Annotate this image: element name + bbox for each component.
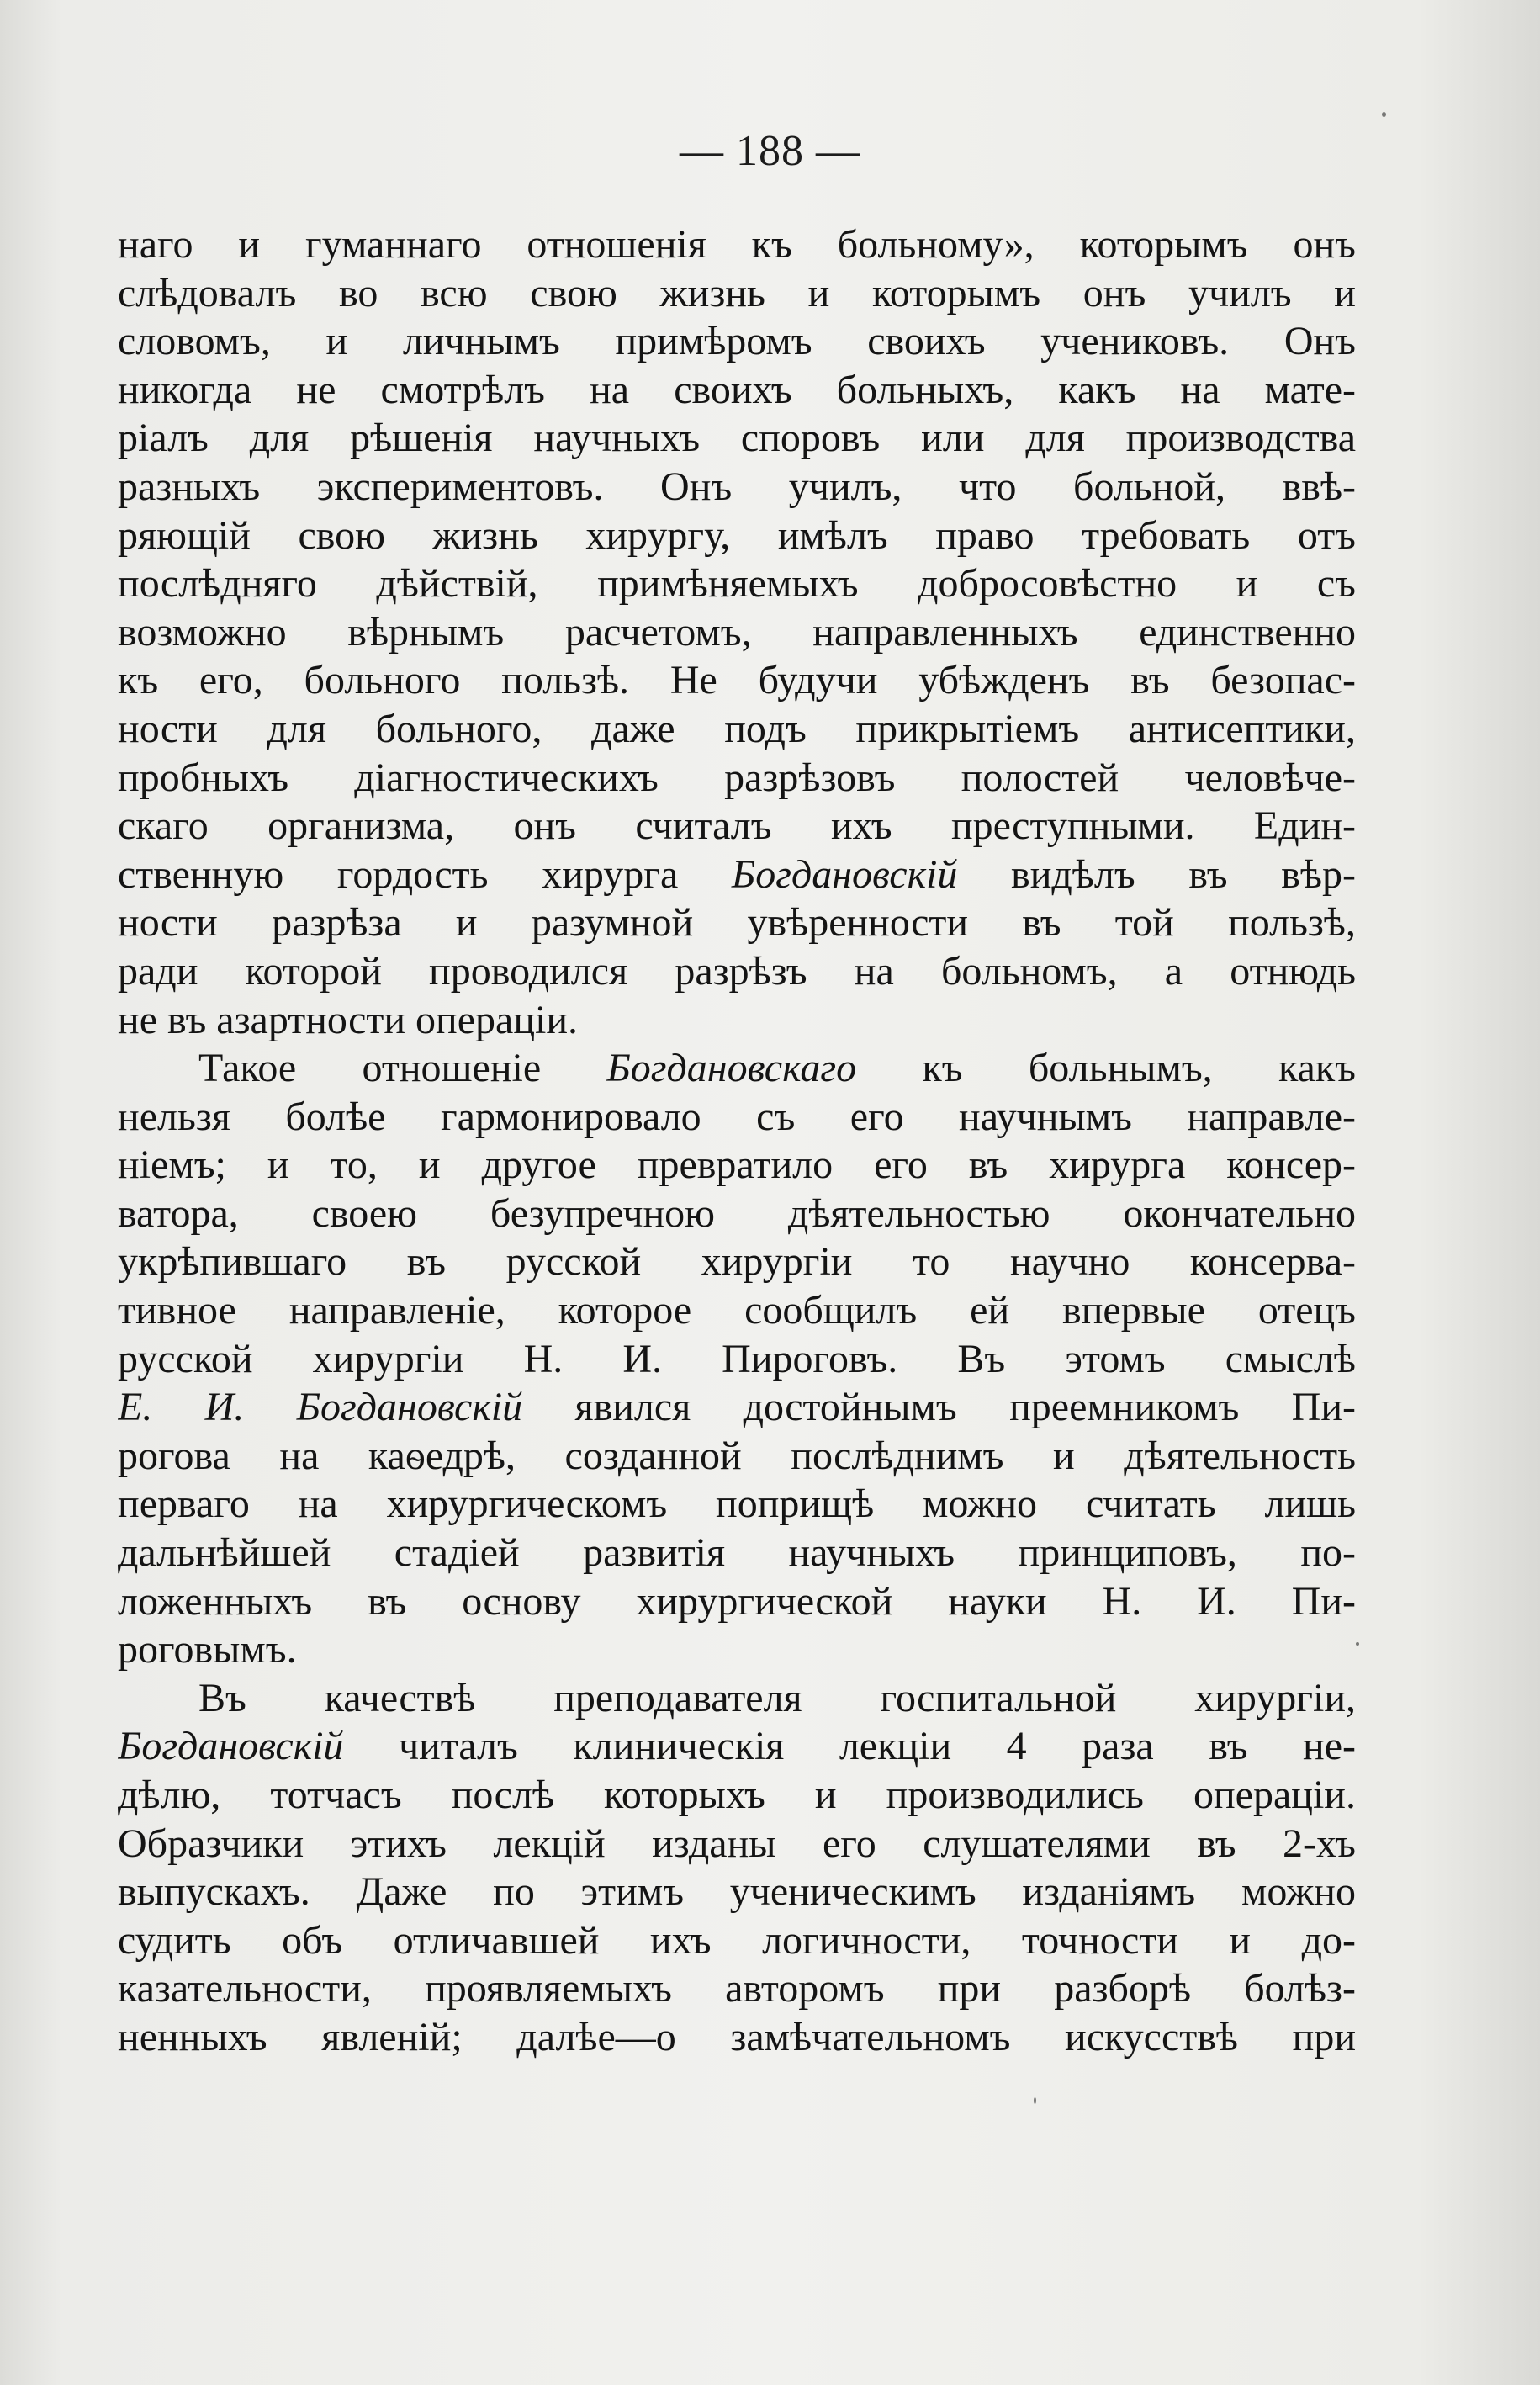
text-segment: Въ качествѣ преподавателя госпитальной хирургіи, [198,1675,1356,1720]
text-line [118,1964,1356,2013]
text-line [118,1286,1356,1335]
text-line [118,463,1356,511]
text-line [118,1093,1356,1142]
text-line [118,1577,1356,1626]
text-line [118,220,1356,269]
text-line [118,317,1356,366]
text-segment: разныхъ экспериментовъ. Онъ училъ, что больной, ввѣ- [118,464,1356,509]
text-line [118,608,1356,657]
text-line [118,705,1356,754]
text-segment: перваго на хирургическомъ поприщѣ можно считать лишь [118,1481,1356,1527]
text-line [118,898,1356,947]
text-segment: словомъ, и личнымъ примѣромъ своихъ учениковъ. Онъ [118,319,1356,364]
text-segment: ніемъ; и то, и другое превратило его въ хирурга консер- [118,1142,1356,1188]
text-line [118,1771,1356,1820]
text-segment: читалъ клиническія лекціи 4 раза въ не- [343,1724,1356,1769]
text-segment: Такое отношеніе [198,1046,607,1091]
text-segment: ненныхъ явленій; далѣе—о замѣчательномъ искусствѣ при [118,2014,1356,2059]
text-line [118,996,1356,1045]
text-segment: ственную гордость хирурга [118,851,732,897]
text-line [118,1383,1356,1432]
text-line [118,802,1356,851]
body-text [118,220,1356,2062]
text-line [118,1141,1356,1190]
italic-name: Е. И. Богдановскій [118,1385,523,1430]
text-segment: не въ азартности операціи. [118,997,579,1042]
text-segment: видѣлъ въ вѣр- [957,851,1356,897]
text-segment: къ его, больного пользѣ. Не будучи убѣжденъ въ безопас- [118,658,1356,703]
text-segment: ради которой проводился разрѣзъ на больномъ, а отнюдь [118,948,1356,994]
text-line [118,1868,1356,1916]
text-segment: пробныхъ діагностическихъ разрѣзовъ полостей человѣче- [118,755,1356,800]
text-segment: ложенныхъ въ основу хирургической науки Н. И. Пи- [118,1578,1356,1624]
text-line [118,851,1356,899]
text-segment: слѣдовалъ во всю свою жизнь и которымъ онъ училъ и [118,270,1356,315]
text-segment: ряющій свою жизнь хирургу, имѣлъ право требовать отъ [118,512,1356,558]
text-line [118,754,1356,803]
text-line [118,414,1356,463]
text-line [118,1335,1356,1384]
text-line [118,511,1356,560]
text-segment: рогова на каѳедрѣ, созданной послѣднимъ и дѣятельность [118,1433,1356,1478]
text-line [118,1432,1356,1481]
paper-speck [1356,1642,1359,1646]
text-line [118,1044,1356,1093]
page-number: — 188 — [680,127,860,175]
text-line [118,2013,1356,2062]
italic-name: Богдановскій [118,1724,344,1769]
text-segment: ватора, своею безупречною дѣятельностью окончательно [118,1190,1356,1236]
text-line [118,656,1356,705]
text-segment: дальнѣйшей стадіей развитія научныхъ принциповъ, по- [118,1530,1356,1576]
text-line [118,1190,1356,1238]
text-segment: судить объ отличавшей ихъ логичности, точности и до- [118,1917,1356,1963]
text-segment: послѣдняго дѣйствій, примѣняемыхъ добросовѣстно и съ [118,561,1356,607]
text-segment: укрѣпившаго въ русской хирургіи то научно консерва- [118,1239,1356,1285]
text-line [118,1820,1356,1868]
paper-speck [1382,112,1386,117]
text-segment: Образчики этихъ лекцій изданы его слушателями въ 2-хъ [118,1821,1356,1866]
text-line [118,947,1356,996]
text-line [118,1480,1356,1529]
text-segment: ріалъ для рѣшенія научныхъ споровъ или для производства [118,416,1356,461]
text-segment: дѣлю, тотчасъ послѣ которыхъ и производились операціи. [118,1773,1356,1817]
text-line [118,1916,1356,1965]
text-segment: тивное направленіе, которое сообщилъ ей впервые отецъ [118,1288,1356,1333]
text-line [118,1722,1356,1771]
text-segment: русской хирургіи Н. И. Пироговъ. Въ этомъ смыслѣ [118,1336,1356,1381]
text-segment: роговымъ. [118,1627,297,1672]
text-segment: ности разрѣза и разумной увѣренности въ той пользѣ, [118,900,1356,946]
text-segment: явился достойнымъ преемникомъ Пи- [522,1385,1356,1430]
text-line [118,269,1356,318]
text-line [118,1625,1356,1674]
text-line [118,1529,1356,1577]
italic-name: Богдановскаго [606,1046,857,1091]
text-segment: никогда не смотрѣлъ на своихъ больныхъ, какъ на мате- [118,367,1356,412]
text-segment: выпускахъ. Даже по этимъ ученическимъ изданіямъ можно [118,1869,1356,1915]
text-segment: нельзя болѣе гармонировало съ его научнымъ направле- [118,1094,1356,1139]
text-line [118,366,1356,415]
text-segment: ности для больного, даже подъ прикрытіемъ антисептики, [118,706,1356,751]
text-line [118,1238,1356,1286]
paper-speck [1034,2097,1036,2104]
text-line [118,559,1356,608]
text-segment: казательности, проявляемыхъ авторомъ при разборѣ болѣз- [118,1966,1356,2011]
text-segment: наго и гуманнаго отношенія къ больному», которымъ онъ [118,222,1356,267]
text-segment: скаго организма, онъ считалъ ихъ преступными. Един- [118,803,1356,849]
text-line [118,1674,1356,1723]
text-segment: возможно вѣрнымъ расчетомъ, направленныхъ единственно [118,609,1356,655]
text-segment: къ больнымъ, какъ [856,1046,1356,1091]
italic-name: Богдановскій [731,851,958,897]
